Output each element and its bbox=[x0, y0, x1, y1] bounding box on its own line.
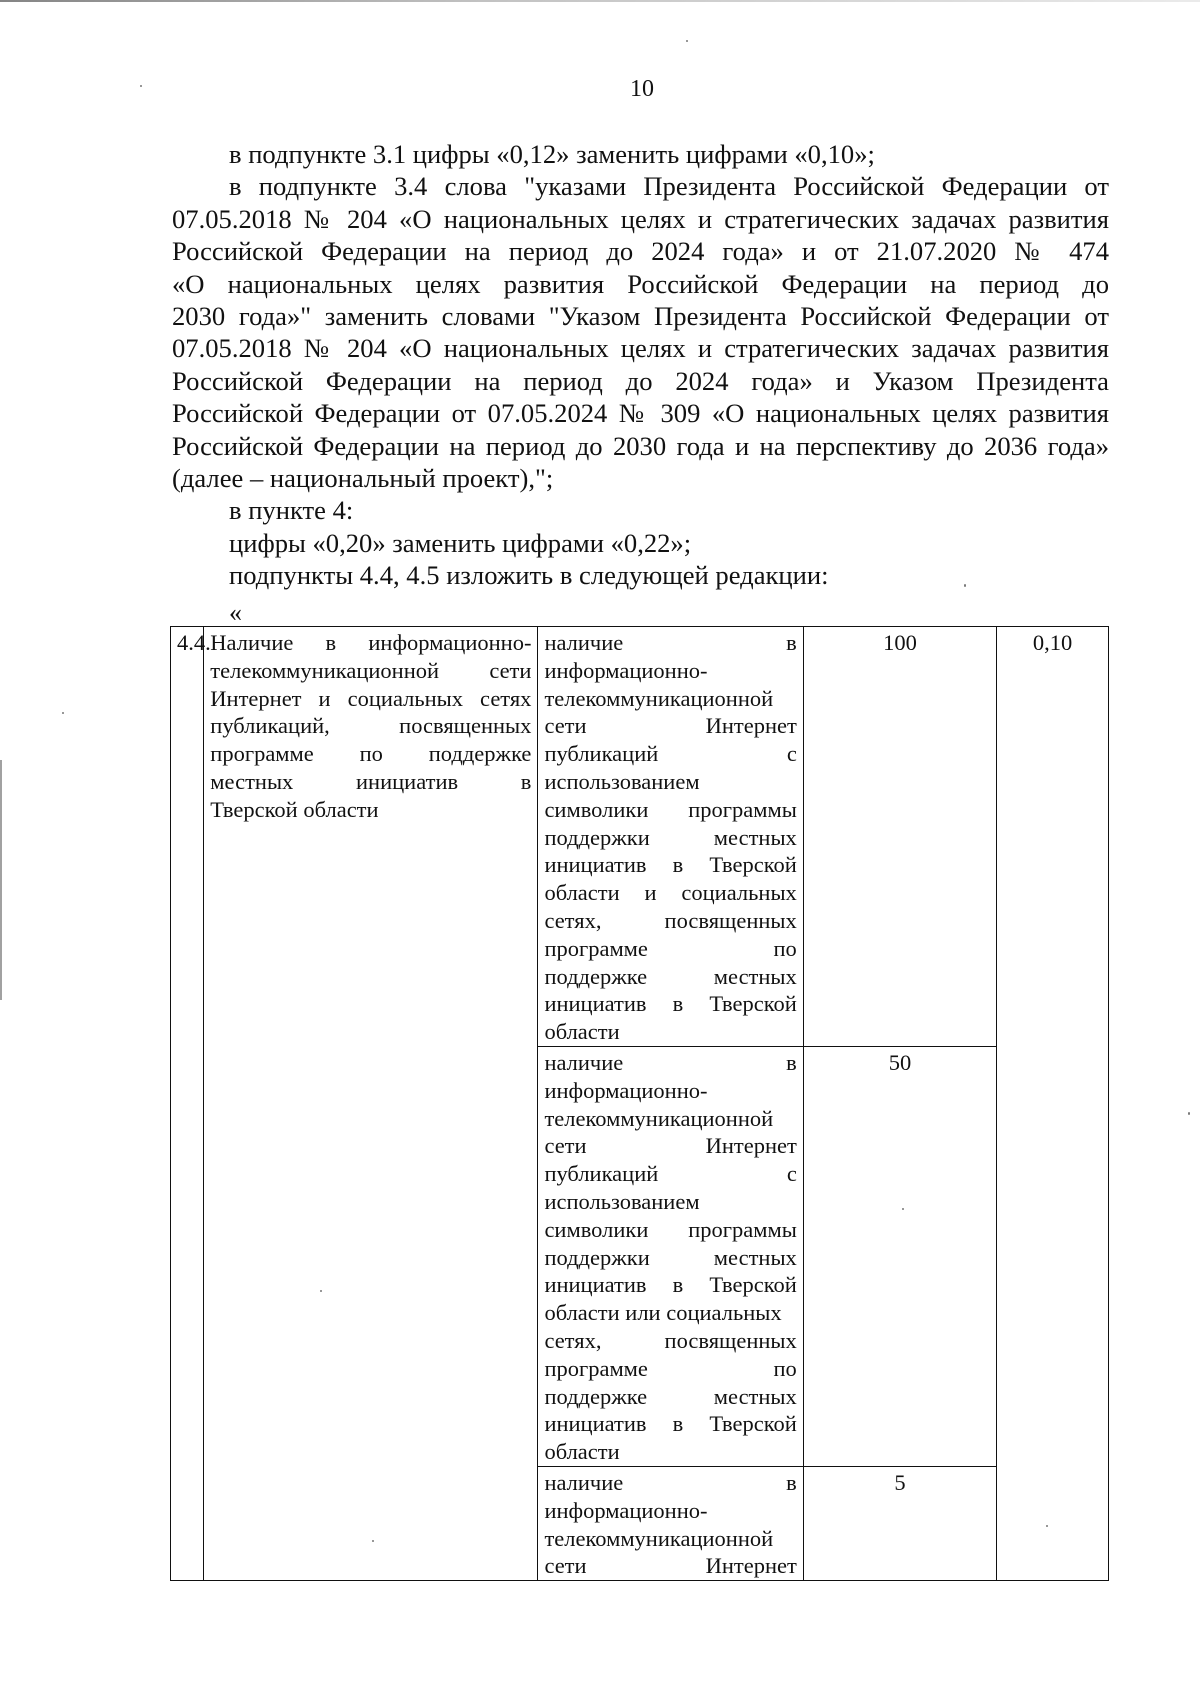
indicator-line: сетях, посвященных bbox=[544, 907, 797, 933]
row-number-cell bbox=[171, 627, 211, 1581]
indicator-value-cell bbox=[803, 1466, 996, 1580]
paragraph-line: Российской Федерации от 07.05.2024 № 309 «О национальных целях развития bbox=[172, 398, 1109, 429]
indicator-line: программе по bbox=[544, 1355, 797, 1381]
criterion-name-cell bbox=[204, 627, 538, 1581]
indicator-line: символики программы bbox=[544, 1216, 797, 1242]
indicator-line: информационно- bbox=[544, 1077, 708, 1103]
criterion-name-line: программе по поддержке bbox=[210, 741, 532, 767]
scan-speck bbox=[902, 1208, 904, 1210]
amendment-text bbox=[172, 138, 1109, 592]
indicator-line: инициатив в Тверской bbox=[544, 1272, 797, 1298]
indicator-value: 5 bbox=[894, 1469, 906, 1495]
paragraph-new-wording: подпункты 4.4, 4.5 изложить в следующей редакции: bbox=[229, 560, 829, 591]
paragraph-digits-change: цифры «0,20» заменить цифрами «0,22»; bbox=[229, 527, 692, 558]
indicator-value-cell bbox=[803, 627, 996, 1047]
indicator-line: телекоммуникационной bbox=[544, 1105, 774, 1131]
criterion-name-line: Интернет и социальных сетях bbox=[210, 685, 532, 711]
indicator-line: телекоммуникационной bbox=[544, 685, 774, 711]
paragraph-line: Российской Федерации на период до 2024 года» и Указом Президента bbox=[172, 365, 1109, 396]
weight-cell bbox=[997, 627, 1109, 1581]
indicator-line: инициатив в Тверской bbox=[544, 991, 797, 1017]
indicator-line: публикаций с bbox=[544, 741, 797, 767]
indicator-line: программе по bbox=[544, 935, 797, 961]
scan-speck bbox=[1188, 1112, 1190, 1115]
scan-speck bbox=[964, 584, 966, 587]
scan-speck bbox=[320, 1290, 322, 1292]
indicator-line: использованием bbox=[544, 768, 700, 794]
indicator-line: сетях, посвященных bbox=[544, 1327, 797, 1353]
indicator-value: 100 bbox=[883, 630, 917, 655]
scan-edge-left bbox=[0, 760, 2, 1000]
indicator-line: области bbox=[544, 1019, 620, 1045]
table-row bbox=[171, 627, 1109, 1047]
scan-speck bbox=[372, 1540, 374, 1542]
indicator-value-cell bbox=[803, 1046, 996, 1466]
paragraph-subpoint-3-1: в подпункте 3.1 цифры «0,12» заменить цифрами «0,10»; bbox=[229, 139, 875, 169]
indicator-line: области или социальных bbox=[544, 1300, 782, 1326]
paragraph-line: Российской Федерации на период до 2024 года» и от 21.07.2020 № 474 bbox=[172, 236, 1109, 267]
indicator-line: сети Интернет bbox=[544, 1553, 797, 1579]
paragraph-line: в подпункте 3.4 слова "указами Президента Российской Федерации от bbox=[229, 171, 1109, 202]
indicator-line: телекоммуникационной bbox=[544, 1525, 774, 1551]
criterion-name-line: местных инициатив в bbox=[210, 768, 532, 794]
row-number: 4.4. bbox=[177, 630, 211, 655]
indicator-cell bbox=[538, 1466, 803, 1580]
scan-speck bbox=[62, 712, 64, 714]
criterion-name-line: публикаций, посвященных bbox=[210, 713, 532, 739]
indicator-line: инициатив в Тверской bbox=[544, 1411, 797, 1437]
paragraph-line: 07.05.2018 № 204 «О национальных целях и стратегических задачах развития bbox=[172, 333, 1109, 364]
indicator-line: информационно- bbox=[544, 1497, 708, 1523]
paragraph-line: (далее – национальный проект),"; bbox=[172, 463, 554, 494]
indicator-value: 50 bbox=[888, 1049, 912, 1075]
paragraph-line: «О национальных целях развития Российской Федерации на период до bbox=[172, 268, 1109, 299]
paragraph-point-4: в пункте 4: bbox=[229, 495, 354, 526]
indicator-line: инициатив в Тверской bbox=[544, 852, 797, 878]
indicator-cell bbox=[538, 627, 803, 1047]
indicator-line: символики программы bbox=[544, 796, 797, 822]
paragraph-line: Российской Федерации на период до 2030 года и на перспективу до 2036 года» bbox=[172, 430, 1109, 461]
indicator-line: наличие в bbox=[544, 1469, 797, 1495]
scan-edge-top bbox=[0, 0, 1200, 2]
indicator-line: информационно- bbox=[544, 657, 708, 683]
indicator-table bbox=[170, 626, 1109, 1581]
opening-quote: « bbox=[229, 598, 242, 627]
indicator-line: сети Интернет bbox=[544, 1133, 797, 1159]
page-number: 10 bbox=[630, 76, 654, 102]
scan-speck bbox=[1046, 1525, 1048, 1527]
indicator-line: сети Интернет bbox=[544, 713, 797, 739]
indicator-line: использованием bbox=[544, 1188, 700, 1214]
indicator-line: наличие в bbox=[544, 1049, 797, 1075]
scan-speck bbox=[686, 40, 688, 42]
indicator-cell bbox=[538, 1046, 803, 1466]
indicator-line: поддержке местных bbox=[544, 1383, 797, 1409]
indicator-line: поддержке местных bbox=[544, 963, 797, 989]
criterion-name-line: Тверской области bbox=[210, 796, 379, 822]
indicator-line: поддержки местных bbox=[544, 824, 797, 850]
weight-value: 0,10 bbox=[1032, 630, 1073, 655]
indicator-line: области bbox=[544, 1439, 620, 1465]
paragraph-subpoint-3-4 bbox=[172, 170, 1109, 494]
indicator-line: публикаций с bbox=[544, 1161, 797, 1187]
criterion-name-line: Наличие в информационно- bbox=[210, 630, 532, 655]
paragraph-line: 2030 года»" заменить словами "Указом Президента Российской Федерации от bbox=[172, 301, 1109, 332]
paragraph-line: 07.05.2018 № 204 «О национальных целях и стратегических задачах развития bbox=[172, 203, 1109, 234]
criterion-name-line: телекоммуникационной сети bbox=[210, 657, 532, 683]
indicator-line: наличие в bbox=[544, 630, 797, 655]
scan-speck bbox=[140, 85, 142, 87]
indicator-line: поддержки местных bbox=[544, 1244, 797, 1270]
indicator-line: области и социальных bbox=[544, 880, 797, 906]
